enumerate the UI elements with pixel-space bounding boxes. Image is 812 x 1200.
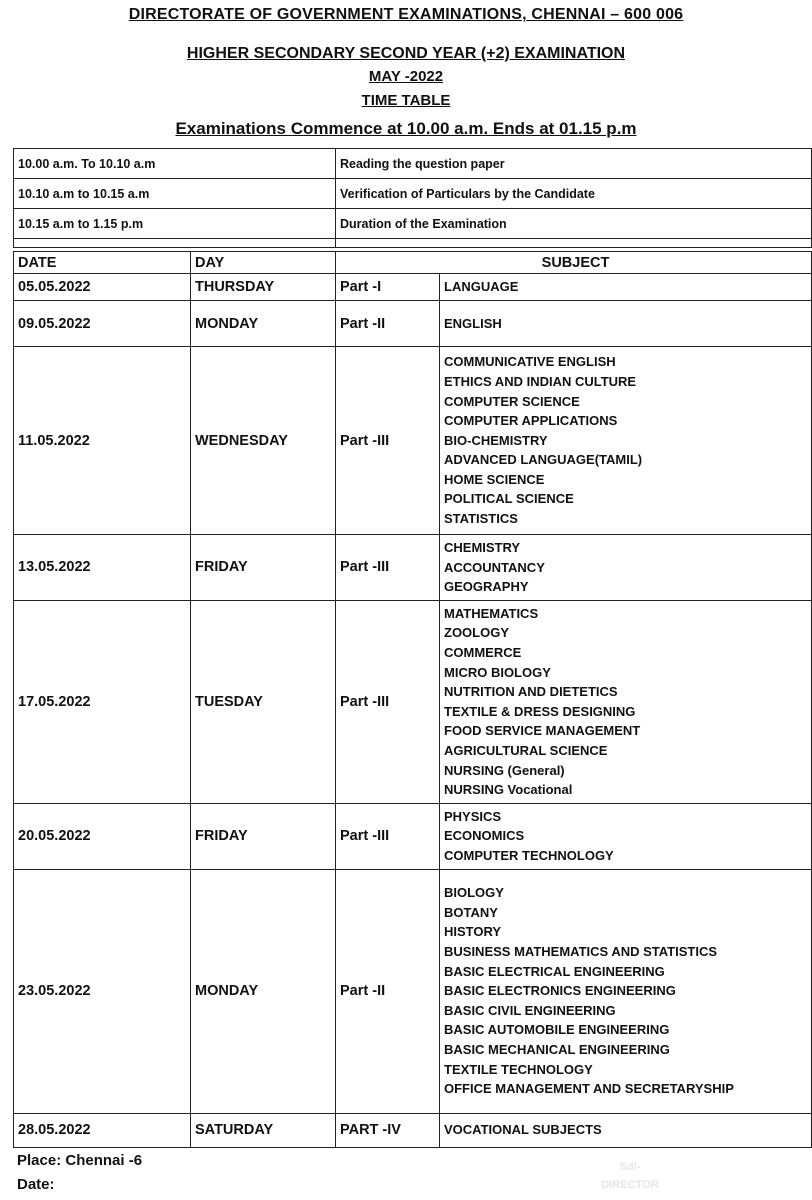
subject-list [440,301,812,347]
directorate-heading: DIRECTORATE OF GOVERNMENT EXAMINATIONS, CHENNAI – 600 006 [128,6,684,23]
place-label: Place: Chennai -6 [17,1152,143,1169]
exam-part: Part -III [336,347,440,535]
subject-item: ZOOLOGY [444,625,509,641]
subject-item: NURSING (General) [444,762,565,778]
subject-item: HOME SCIENCE [444,471,545,487]
timing-activity: Duration of the Examination [336,209,812,239]
schedule-row [14,274,812,301]
subject-item: ECONOMICS [444,828,525,844]
timing-row [14,149,812,179]
subject-list [440,535,812,601]
document-type: TIME TABLE [361,92,451,109]
exam-session: MAY -2022 [368,68,444,85]
exam-part: PART -IV [336,1113,440,1147]
exam-day: FRIDAY [191,535,336,601]
subject-list [440,803,812,869]
exam-date: 17.05.2022 [14,600,191,803]
subject-list [440,1113,812,1147]
spacer-cell [14,239,336,248]
timing-row [14,209,812,239]
timing-time: 10.15 a.m to 1.15 p.m [14,209,336,239]
schedule-row [14,1113,812,1147]
subject-item: COMMERCE [444,644,522,660]
timing-time: 10.10 a.m to 10.15 a.m [14,179,336,209]
subject-item: BIO-CHEMISTRY [444,432,548,448]
exam-day: FRIDAY [191,803,336,869]
exam-date: 09.05.2022 [14,301,191,347]
subject-list [440,600,812,803]
subject-item: BASIC MECHANICAL ENGINEERING [444,1041,670,1057]
subject-item: LANGUAGE [444,279,519,295]
exam-part: Part -III [336,535,440,601]
subject-item: FOOD SERVICE MANAGEMENT [444,723,641,739]
exam-day: WEDNESDAY [191,347,336,535]
schedule-header-row [14,252,812,274]
subject-item: TEXTILE & DRESS DESIGNING [444,703,636,719]
subject-item: POLITICAL SCIENCE [444,491,574,507]
subject-item: BASIC ELECTRONICS ENGINEERING [444,983,676,999]
subject-item: ENGLISH [444,315,502,331]
subject-item: ACCOUNTANCY [444,559,545,575]
exam-day: SATURDAY [191,1113,336,1147]
timing-activity: Reading the question paper [336,149,812,179]
subject-item: GEOGRAPHY [444,579,529,595]
exam-part: Part -II [336,869,440,1113]
subject-item: CHEMISTRY [444,540,521,555]
subject-item: MATHEMATICS [444,605,539,621]
timing-spacer-row [14,239,812,248]
timing-activity: Verification of Particulars by the Candidate [336,179,812,209]
timing-row [14,179,812,209]
timing-time: 10.00 a.m. To 10.10 a.m [14,149,336,179]
subject-column-header: SUBJECT [336,252,812,274]
schedule-row [14,869,812,1113]
subject-item: AGRICULTURAL SCIENCE [444,742,608,758]
subject-item: BASIC AUTOMOBILE ENGINEERING [444,1022,670,1038]
schedule-row [14,803,812,869]
exam-day: THURSDAY [191,274,336,301]
subject-item: COMPUTER TECHNOLOGY [444,847,614,863]
exam-date: 13.05.2022 [14,535,191,601]
exam-part: Part -III [336,803,440,869]
subject-item: COMPUTER SCIENCE [444,393,580,409]
subject-item: NUTRITION AND DIETETICS [444,684,618,700]
day-column-header: DAY [191,252,336,274]
exam-part: Part -III [336,600,440,803]
exam-date: 28.05.2022 [14,1113,191,1147]
subject-item: COMMUNICATIVE ENGLISH [444,354,616,370]
subject-item: MICRO BIOLOGY [444,664,551,680]
exam-day: MONDAY [191,869,336,1113]
exam-date: 23.05.2022 [14,869,191,1113]
subject-list [440,274,812,301]
signature-title: DIRECTOR [601,1179,659,1191]
exam-part: Part -I [336,274,440,301]
subject-item: BASIC CIVIL ENGINEERING [444,1002,616,1018]
schedule-row [14,301,812,347]
subject-item: HISTORY [444,924,502,940]
subject-item: OFFICE MANAGEMENT AND SECRETARYSHIP [444,1081,734,1097]
exam-day: MONDAY [191,301,336,347]
subject-item: BUSINESS MATHEMATICS AND STATISTICS [444,944,717,960]
subject-item: BASIC ELECTRICAL ENGINEERING [444,963,665,979]
date-label: Date: [17,1176,55,1193]
timing-table [13,148,812,248]
subject-item: VOCATIONAL SUBJECTS [444,1122,602,1138]
subject-item: NURSING Vocational [444,782,573,798]
signature-stamp [590,1158,670,1194]
exam-title: HIGHER SECONDARY SECOND YEAR (+2) EXAMINATION [186,45,626,62]
subject-list [440,869,812,1113]
subject-item: PHYSICS [444,808,502,824]
subject-item: STATISTICS [444,511,518,527]
date-column-header: DATE [14,252,191,274]
subject-item: COMPUTER APPLICATIONS [444,413,618,429]
subject-item: ADVANCED LANGUAGE(TAMIL) [444,452,643,468]
exam-date: 20.05.2022 [14,803,191,869]
exam-date: 11.05.2022 [14,347,191,535]
signature-line: Sd/- [619,1161,641,1173]
subject-item: BIOLOGY [444,885,504,901]
exam-timing-note: Examinations Commence at 10.00 a.m. Ends at 01.15 p.m [175,119,637,138]
subject-item: TEXTILE TECHNOLOGY [444,1061,593,1077]
subject-item: BOTANY [444,904,498,920]
exam-part: Part -II [336,301,440,347]
subject-list [440,347,812,535]
exam-day: TUESDAY [191,600,336,803]
exam-date: 05.05.2022 [14,274,191,301]
schedule-row [14,347,812,535]
subject-item: ETHICS AND INDIAN CULTURE [444,373,637,389]
schedule-row [14,535,812,601]
spacer-cell [336,239,812,248]
schedule-table [13,251,812,1148]
schedule-row [14,600,812,803]
schedule-body [14,274,812,1148]
